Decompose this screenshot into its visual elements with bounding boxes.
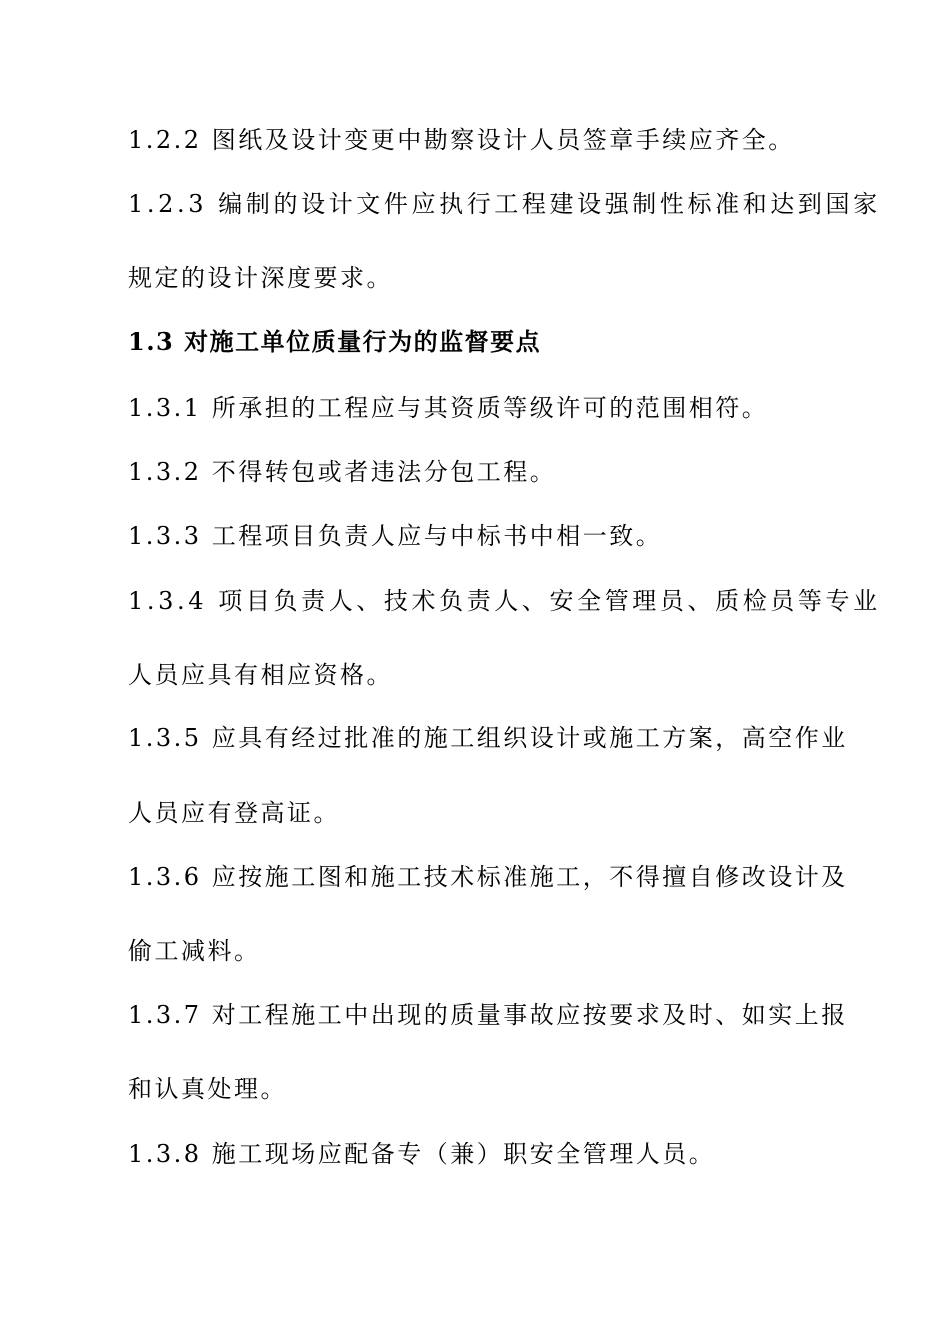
clause-1-2-2: 1.2.2 图纸及设计变更中勘察设计人员签章手续应齐全。 [128,126,795,154]
clause-1-3-4: 1.3.4 项目负责人、技术负责人、安全管理员、质检员等专业 [128,587,881,615]
clause-1-3-6: 1.3.6 应按施工图和施工技术标准施工，不得擅自修改设计及 [128,863,848,891]
clause-1-3-8: 1.3.8 施工现场应配备专（兼）职安全管理人员。 [128,1140,716,1168]
clause-1-3-7: 1.3.7 对工程施工中出现的质量事故应按要求及时、如实上报 [128,1001,848,1029]
clause-1-3-5-continued: 人员应有登高证。 [128,799,340,827]
section-heading-1-3: 1.3 对施工单位质量行为的监督要点 [128,327,542,356]
clause-1-2-3: 1.2.3 编制的设计文件应执行工程建设强制性标准和达到国家 [128,190,881,218]
clause-1-3-2: 1.3.2 不得转包或者违法分包工程。 [128,458,557,486]
clause-1-3-4-continued: 人员应具有相应资格。 [128,661,393,689]
clause-1-3-1: 1.3.1 所承担的工程应与其资质等级许可的范围相符。 [128,394,769,422]
clause-1-3-6-continued: 偷工减料。 [128,937,261,965]
clause-1-3-7-continued: 和认真处理。 [128,1075,287,1103]
clause-1-2-3-continued: 规定的设计深度要求。 [128,264,393,292]
clause-1-3-5: 1.3.5 应具有经过批准的施工组织设计或施工方案，高空作业 [128,724,848,752]
clause-1-3-3: 1.3.3 工程项目负责人应与中标书中相一致。 [128,522,663,550]
